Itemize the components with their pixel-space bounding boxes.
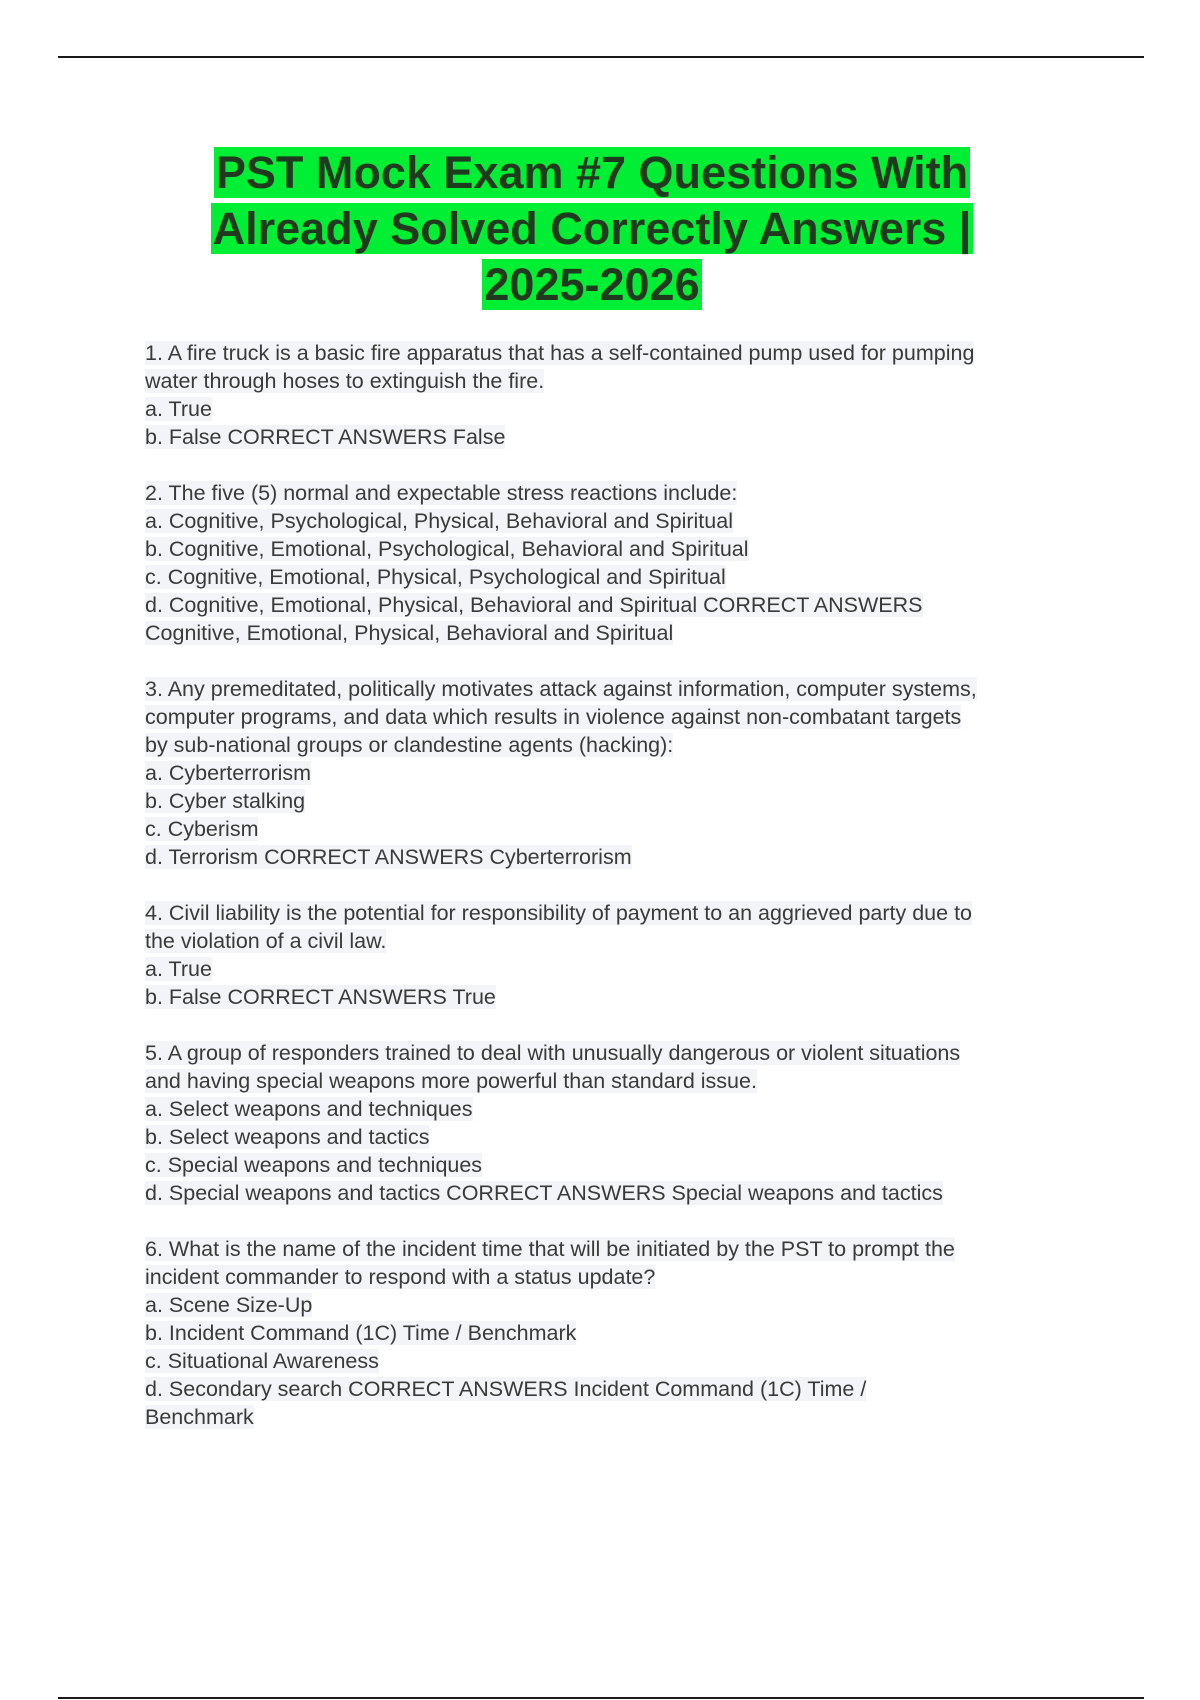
answer-option: a. Cognitive, Psychological, Physical, Behavioral and Spiritual — [145, 509, 733, 533]
question-text: by sub-national groups or clandestine agents (hacking): — [145, 733, 674, 757]
title-line: PST Mock Exam #7 Questions With — [215, 147, 969, 198]
answer-option: a. Scene Size-Up — [145, 1293, 313, 1317]
answer-option: d. Special weapons and tactics CORRECT ANSWERS Special weapons and tactics — [145, 1181, 943, 1205]
question-text: the violation of a civil law. — [145, 929, 387, 953]
answer-option: a. Select weapons and techniques — [145, 1097, 473, 1121]
answer-option: b. Incident Command (1C) Time / Benchmark — [145, 1321, 577, 1345]
answer-option: Cognitive, Emotional, Physical, Behavioral and Spiritual — [145, 621, 674, 645]
answer-option: a. True — [145, 397, 212, 421]
question-text: 6. What is the name of the incident time that will be initiated by the PST to prompt the — [145, 1237, 955, 1261]
title-line: Already Solved Correctly Answers | — [212, 203, 972, 254]
question-text: 4. Civil liability is the potential for responsibility of payment to an aggrieved party due to — [145, 901, 972, 925]
question-6 — [145, 1235, 1095, 1431]
question-list — [145, 339, 1095, 1459]
answer-option: d. Cognitive, Emotional, Physical, Behavioral and Spiritual CORRECT ANSWERS — [145, 593, 923, 617]
document-title — [120, 145, 1064, 313]
question-text: incident commander to respond with a status update? — [145, 1265, 656, 1289]
question-3 — [145, 675, 1095, 871]
answer-option: b. False CORRECT ANSWERS False — [145, 425, 506, 449]
answer-option: b. Cyber stalking — [145, 789, 306, 813]
question-2 — [145, 479, 1095, 647]
title-line: 2025-2026 — [484, 259, 700, 310]
answer-option: c. Special weapons and techniques — [145, 1153, 483, 1177]
question-text: 1. A fire truck is a basic fire apparatus that has a self-contained pump used for pumping — [145, 341, 975, 365]
answer-option: b. Select weapons and tactics — [145, 1125, 430, 1149]
answer-option: b. Cognitive, Emotional, Psychological, Behavioral and Spiritual — [145, 537, 749, 561]
header-rule — [58, 56, 1144, 58]
question-1 — [145, 339, 1095, 451]
question-text: computer programs, and data which results in violence against non-combatant targets — [145, 705, 962, 729]
answer-option: d. Secondary search CORRECT ANSWERS Incident Command (1C) Time / — [145, 1377, 867, 1401]
question-text: 5. A group of responders trained to deal with unusually dangerous or violent situations — [145, 1041, 961, 1065]
answer-option: d. Terrorism CORRECT ANSWERS Cyberterrorism — [145, 845, 632, 869]
question-4 — [145, 899, 1095, 1011]
question-5 — [145, 1039, 1095, 1207]
footer-rule — [58, 1697, 1144, 1699]
answer-option: Benchmark — [145, 1405, 254, 1429]
answer-option: c. Situational Awareness — [145, 1349, 379, 1373]
answer-option: c. Cyberism — [145, 817, 259, 841]
question-text: and having special weapons more powerful than standard issue. — [145, 1069, 757, 1093]
question-text: 3. Any premeditated, politically motivates attack against information, computer systems, — [145, 677, 977, 701]
answer-option: a. True — [145, 957, 212, 981]
answer-option: b. False CORRECT ANSWERS True — [145, 985, 496, 1009]
answer-option: a. Cyberterrorism — [145, 761, 312, 785]
question-text: water through hoses to extinguish the fire. — [145, 369, 545, 393]
answer-option: c. Cognitive, Emotional, Physical, Psychological and Spiritual — [145, 565, 726, 589]
question-text: 2. The five (5) normal and expectable stress reactions include: — [145, 481, 738, 505]
